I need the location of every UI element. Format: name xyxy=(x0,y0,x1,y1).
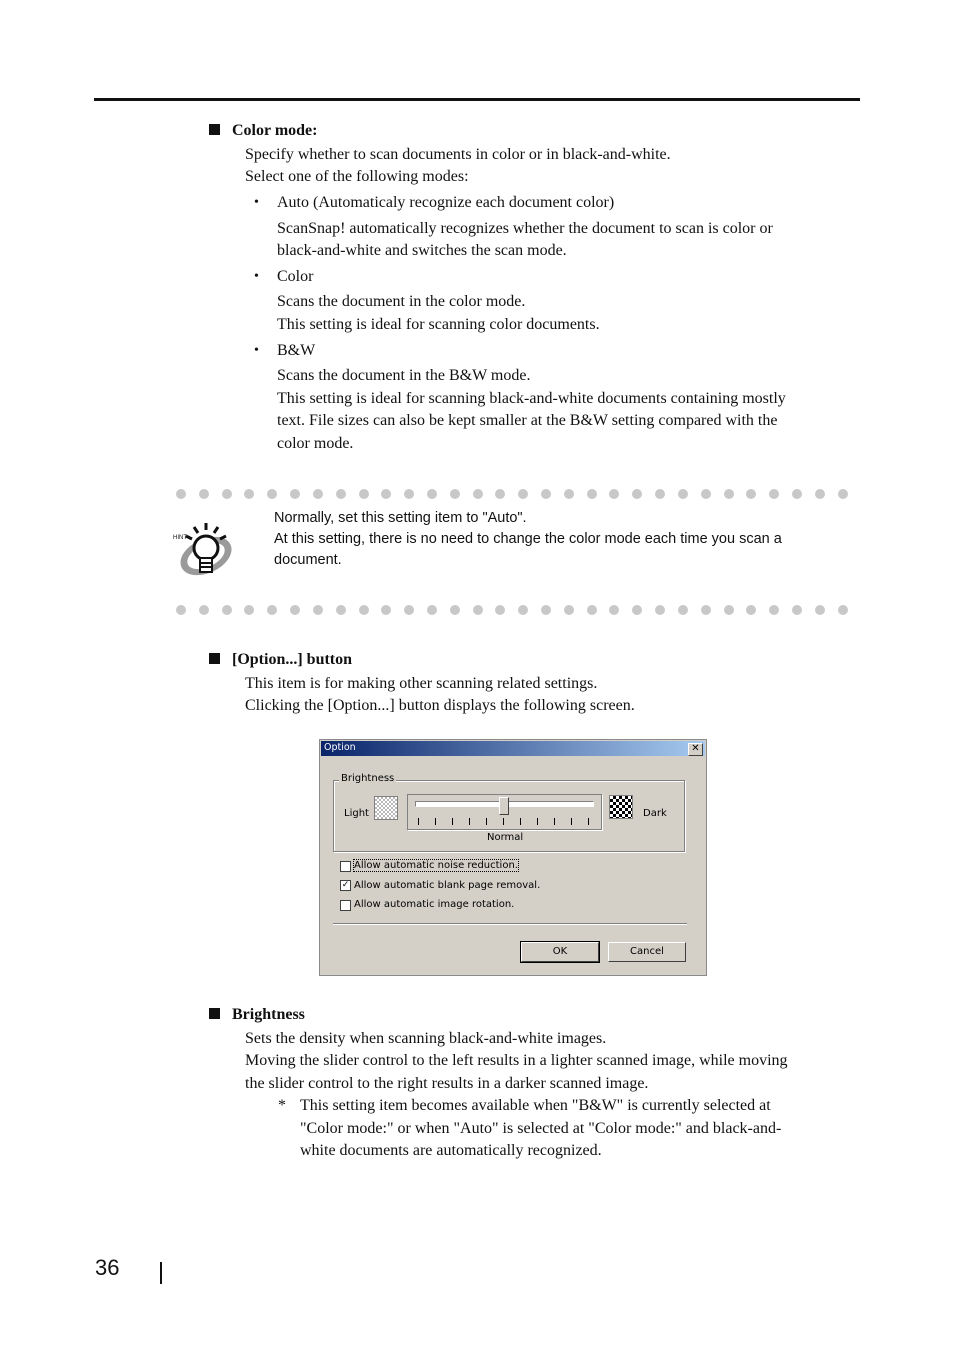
normal-label: Normal xyxy=(487,832,524,843)
divider-dot xyxy=(244,489,254,499)
slider-tick xyxy=(503,818,504,825)
divider-dot xyxy=(655,489,665,499)
slider-tick xyxy=(469,818,470,825)
bullet-icon: • xyxy=(254,195,259,210)
divider-dot xyxy=(746,605,756,615)
divider-dot xyxy=(222,605,232,615)
divider-dot xyxy=(609,489,619,499)
close-icon[interactable]: ✕ xyxy=(688,743,703,756)
square-bullet-icon xyxy=(209,653,220,664)
dark-swatch-icon xyxy=(609,795,633,819)
divider-dot xyxy=(655,605,665,615)
note-marker: * xyxy=(278,1097,286,1114)
paragraph-line: Moving the slider control to the left results in a lighter scanned image, while moving xyxy=(245,1052,788,1069)
divider-dot xyxy=(609,605,619,615)
paragraph-line: Sets the density when scanning black-and-white images. xyxy=(245,1030,607,1047)
divider-dot xyxy=(495,489,505,499)
top-rule xyxy=(94,98,860,101)
divider-dot xyxy=(518,489,528,499)
divider-dot xyxy=(290,605,300,615)
divider-dot xyxy=(701,489,711,499)
divider-dot xyxy=(313,605,323,615)
dialog-titlebar xyxy=(321,741,705,756)
slider-tick xyxy=(588,818,589,825)
hint-line: document. xyxy=(274,552,342,568)
divider-dot xyxy=(792,605,802,615)
divider-dot xyxy=(724,605,734,615)
light-swatch-icon xyxy=(374,796,398,820)
divider-dot xyxy=(473,489,483,499)
divider-dot xyxy=(541,605,551,615)
divider-dot xyxy=(632,489,642,499)
divider-dot xyxy=(404,489,414,499)
divider-dot xyxy=(199,605,209,615)
ok-button[interactable]: OK xyxy=(521,942,599,962)
divider-dot xyxy=(359,605,369,615)
section-heading-option: [Option...] button xyxy=(209,649,352,671)
paragraph-line: This setting is ideal for scanning color documents. xyxy=(277,316,600,333)
option-dialog xyxy=(319,739,707,976)
divider-dot xyxy=(267,489,277,499)
divider-dot xyxy=(199,489,209,499)
paragraph-line: Clicking the [Option...] button displays the following screen. xyxy=(245,697,635,714)
brightness-slider-thumb[interactable] xyxy=(499,797,509,815)
divider-dot xyxy=(518,605,528,615)
divider-dot xyxy=(427,489,437,499)
divider-dot xyxy=(815,489,825,499)
page-number: 36 xyxy=(95,1255,120,1280)
paragraph-line: color mode. xyxy=(277,435,354,452)
brightness-group-label: Brightness xyxy=(341,773,395,784)
divider-dot xyxy=(724,489,734,499)
slider-tick xyxy=(537,818,538,825)
divider-dot xyxy=(313,489,323,499)
hint-bottom-divider xyxy=(176,604,848,616)
page-number-bar xyxy=(160,1262,162,1284)
divider-dot xyxy=(792,489,802,499)
divider-dot xyxy=(244,605,254,615)
hint-icon-label: HINT xyxy=(173,535,187,541)
dialog-separator xyxy=(333,923,687,924)
divider-dot xyxy=(381,489,391,499)
divider-dot xyxy=(769,489,779,499)
mode-label-auto: Auto (Automaticaly recognize each document color) xyxy=(277,194,615,211)
mode-label-bw: B&W xyxy=(277,342,316,359)
section-heading-brightness: Brightness xyxy=(209,1004,305,1026)
divider-dot xyxy=(359,489,369,499)
noise-reduction-checkbox[interactable] xyxy=(340,861,351,872)
divider-dot xyxy=(564,489,574,499)
dark-label: Dark xyxy=(643,808,667,819)
divider-dot xyxy=(541,489,551,499)
slider-tick xyxy=(520,818,521,825)
paragraph-line: Select one of the following modes: xyxy=(245,168,469,185)
paragraph-line: Scans the document in the color mode. xyxy=(277,293,526,310)
blank-page-removal-checkbox[interactable]: ✓ xyxy=(341,880,350,890)
image-rotation-checkbox[interactable] xyxy=(340,900,351,911)
divider-dot xyxy=(336,489,346,499)
slider-tick xyxy=(486,818,487,825)
divider-dot xyxy=(336,605,346,615)
square-bullet-icon xyxy=(209,1008,220,1019)
note-line: white documents are automatically recognized. xyxy=(300,1142,602,1159)
divider-dot xyxy=(815,605,825,615)
divider-dot xyxy=(176,605,186,615)
divider-dot xyxy=(701,605,711,615)
divider-dot xyxy=(838,489,848,499)
section-heading-color-mode: Color mode: xyxy=(209,120,317,142)
divider-dot xyxy=(404,605,414,615)
divider-dot xyxy=(222,489,232,499)
dialog-title: Option xyxy=(324,742,356,753)
mode-label-color: Color xyxy=(277,268,314,285)
paragraph-line: ScanSnap! automatically recognizes whether the document to scan is color or xyxy=(277,220,773,237)
bullet-icon: • xyxy=(254,269,259,284)
divider-dot xyxy=(427,605,437,615)
hint-icon xyxy=(172,520,238,580)
divider-dot xyxy=(746,489,756,499)
paragraph-line: black-and-white and switches the scan mode. xyxy=(277,242,567,259)
slider-tick xyxy=(452,818,453,825)
slider-tick xyxy=(435,818,436,825)
paragraph-line: text. File sizes can also be kept smaller at the B&W setting compared with the xyxy=(277,412,778,429)
divider-dot xyxy=(632,605,642,615)
divider-dot xyxy=(381,605,391,615)
blank-page-removal-label[interactable]: Allow automatic blank page removal. xyxy=(354,880,541,891)
divider-dot xyxy=(176,489,186,499)
divider-dot xyxy=(267,605,277,615)
slider-tick xyxy=(554,818,555,825)
note-line: This setting item becomes available when "B&W" is currently selected at xyxy=(300,1097,771,1114)
paragraph-line: the slider control to the right results in a darker scanned image. xyxy=(245,1075,649,1092)
divider-dot xyxy=(473,605,483,615)
divider-dot xyxy=(450,605,460,615)
bullet-icon: • xyxy=(254,343,259,358)
divider-dot xyxy=(587,489,597,499)
noise-reduction-label[interactable]: Allow automatic noise reduction. xyxy=(354,860,518,871)
divider-dot xyxy=(838,605,848,615)
image-rotation-label[interactable]: Allow automatic image rotation. xyxy=(354,899,515,910)
divider-dot xyxy=(290,489,300,499)
note-line: "Color mode:" or when "Auto" is selected at "Color mode:" and black-and- xyxy=(300,1120,782,1137)
light-label: Light xyxy=(344,808,369,819)
paragraph-line: This setting is ideal for scanning black-and-white documents containing mostly xyxy=(277,390,786,407)
paragraph-line: Specify whether to scan documents in color or in black-and-white. xyxy=(245,146,671,163)
paragraph-line: Scans the document in the B&W mode. xyxy=(277,367,531,384)
divider-dot xyxy=(678,489,688,499)
cancel-button[interactable]: Cancel xyxy=(608,942,686,962)
divider-dot xyxy=(495,605,505,615)
hint-line: At this setting, there is no need to change the color mode each time you scan a xyxy=(274,531,782,547)
divider-dot xyxy=(769,605,779,615)
slider-tick xyxy=(571,818,572,825)
divider-dot xyxy=(564,605,574,615)
hint-line: Normally, set this setting item to "Auto". xyxy=(274,510,527,526)
divider-dot xyxy=(587,605,597,615)
paragraph-line: This item is for making other scanning related settings. xyxy=(245,675,598,692)
divider-dot xyxy=(678,605,688,615)
square-bullet-icon xyxy=(209,124,220,135)
slider-tick xyxy=(418,818,419,825)
divider-dot xyxy=(450,489,460,499)
hint-top-divider xyxy=(176,488,848,500)
